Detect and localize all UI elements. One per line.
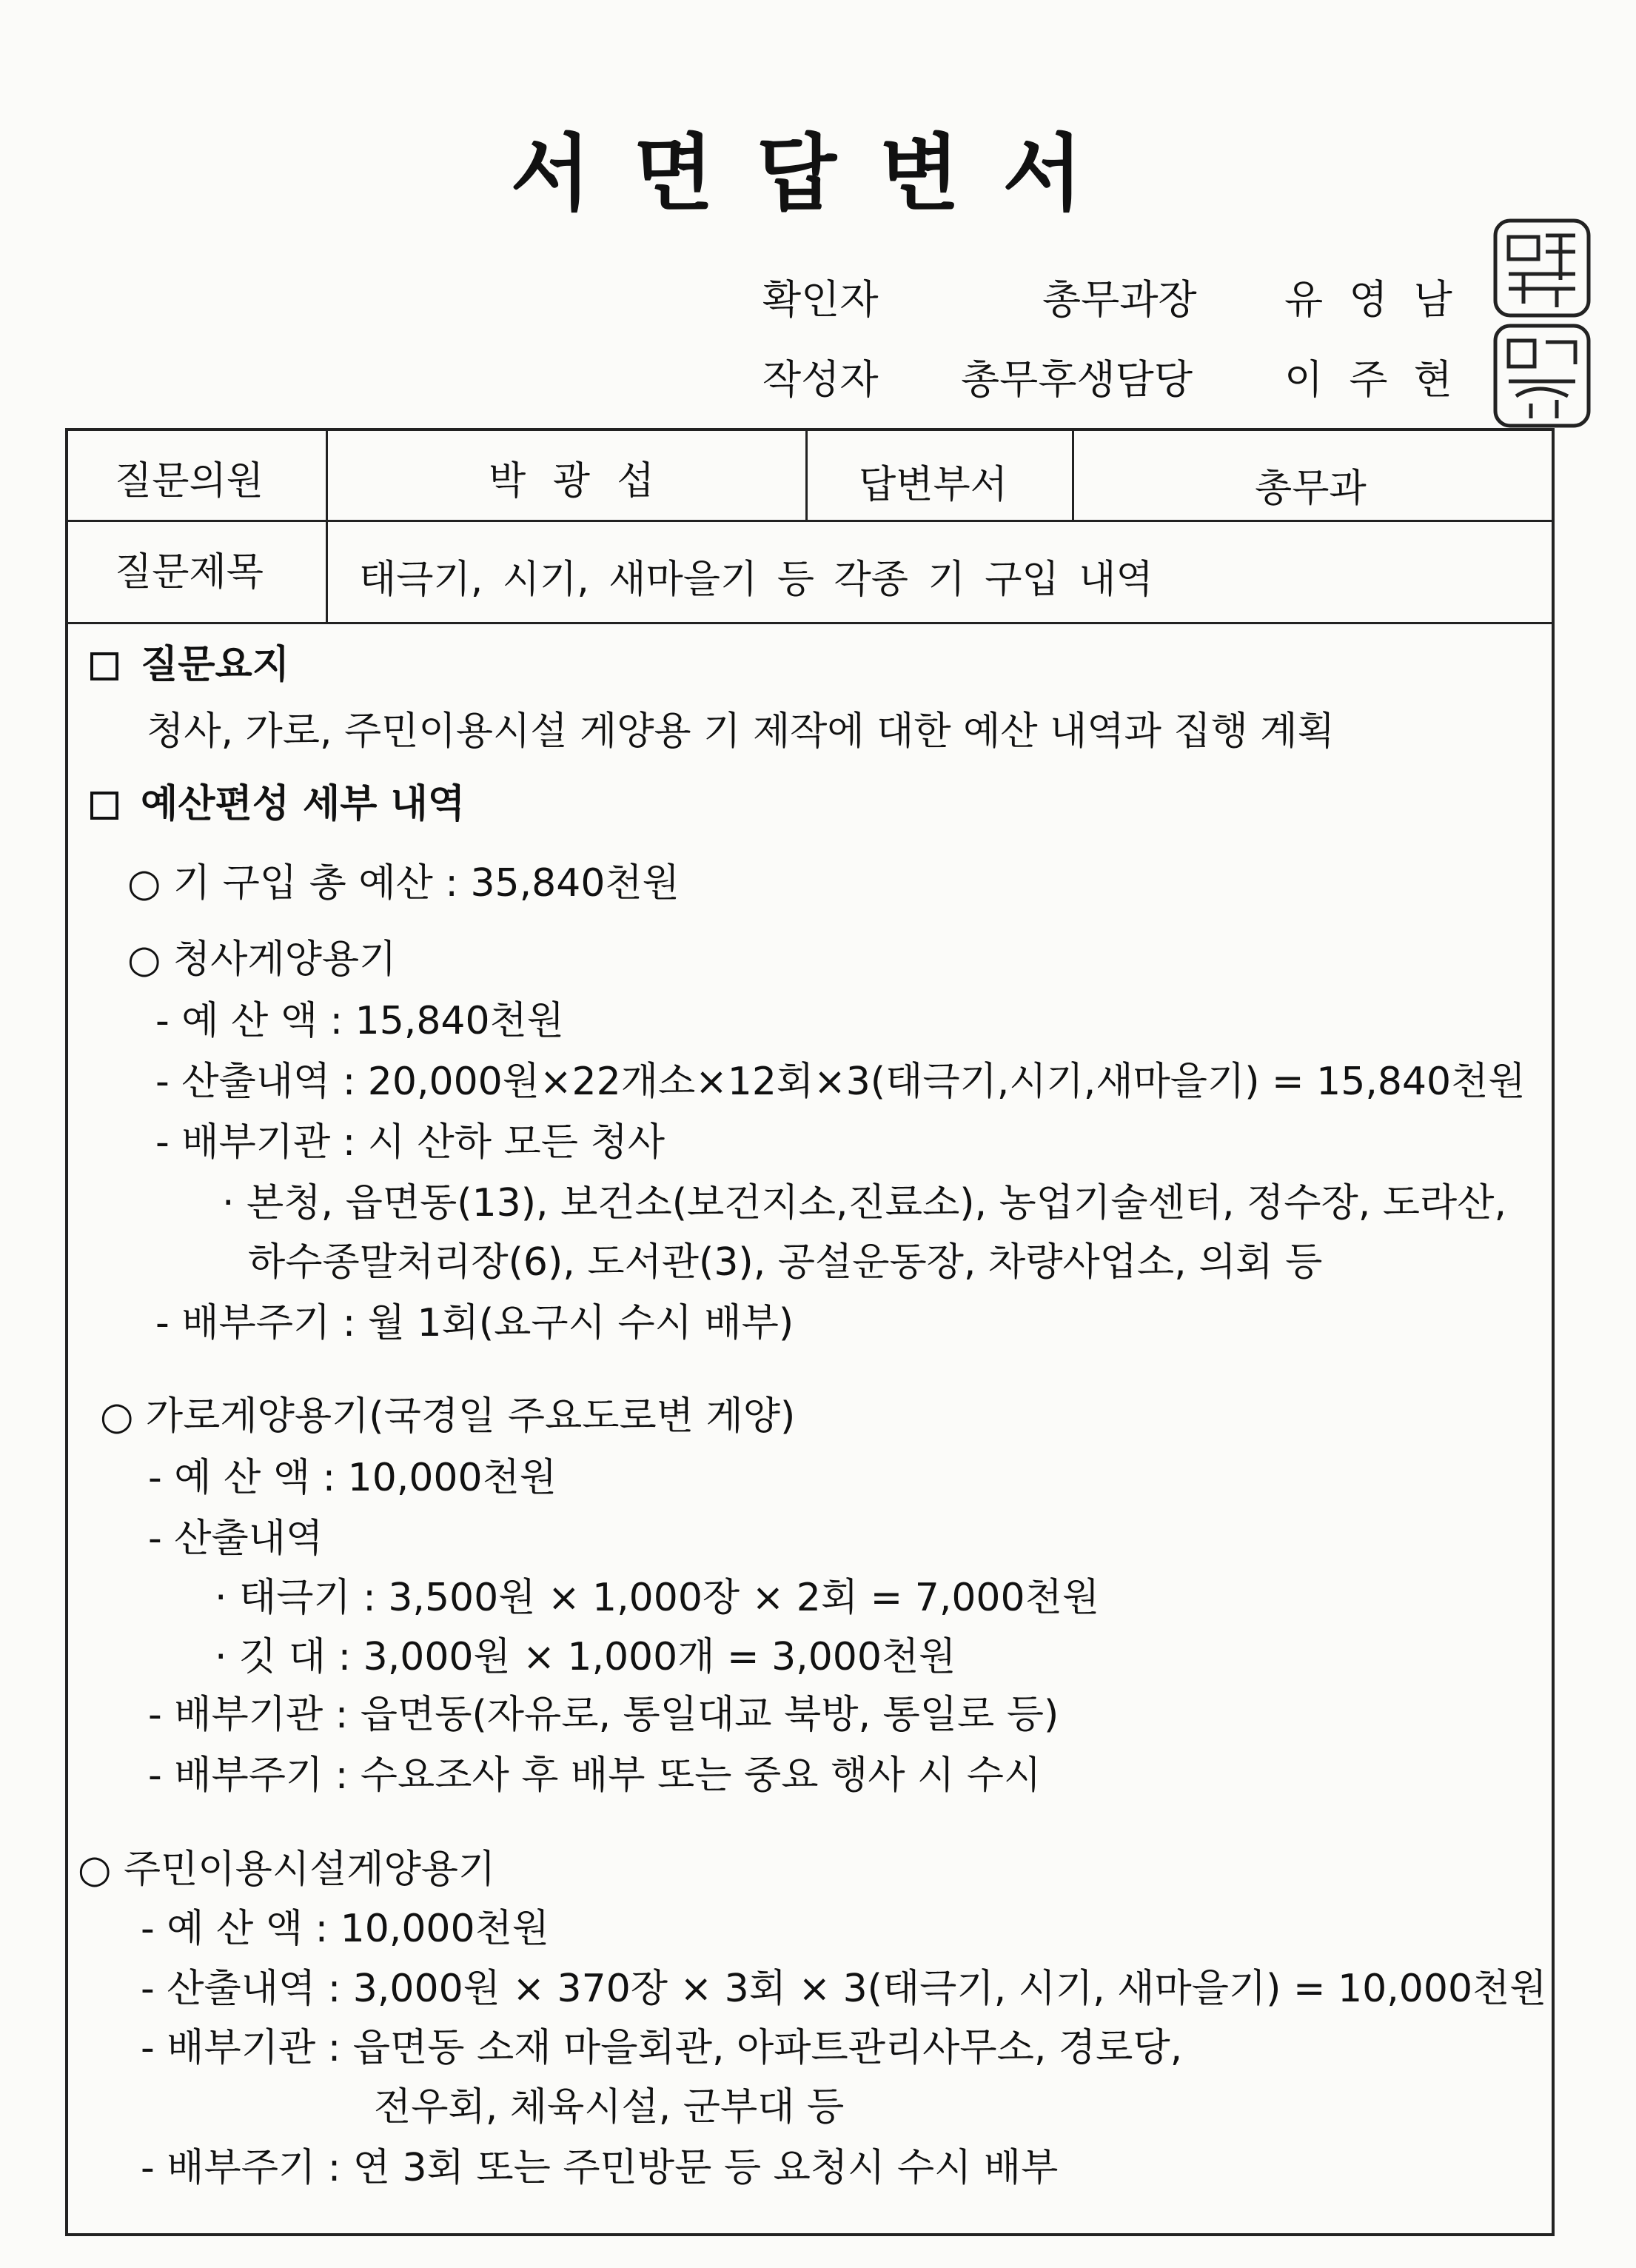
- body-line: ○ 가로게양용기(국경일 주요도로변 게양): [100, 1394, 796, 1439]
- dept-label: 답변부서: [859, 463, 1008, 507]
- body-line: · 본청, 읍면동(13), 보건소(보건지소,진료소), 농업기술센터, 정수장, 도라산,: [222, 1181, 1506, 1225]
- body-line: 청사, 가로, 주민이용시설 게양용 기 제작에 대한 예산 내역과 집행 계획: [147, 709, 1335, 754]
- body-line: 전우회, 체육시설, 군부대 등: [374, 2085, 845, 2130]
- confirmer-name: 유 영 남: [1284, 276, 1452, 323]
- body-line: ○ 기 구입 총 예산 : 35,840천원: [127, 861, 680, 906]
- body-line: - 배부기관 : 시 산하 모든 청사: [155, 1120, 666, 1165]
- writer-name: 이 주 현: [1284, 356, 1452, 403]
- writer-role: 작성자: [762, 356, 879, 403]
- body-line: - 예 산 액 : 10,000천원: [141, 1907, 550, 1951]
- subject-label: 질문제목: [115, 550, 264, 595]
- body-line: 하수종말처리장(6), 도서관(3), 공설운동장, 차량사업소, 의회 등: [248, 1240, 1323, 1285]
- subject-value: 태극기, 시기, 새마을기 등 각종 기 구입 내역: [359, 558, 1153, 602]
- body-line: - 산출내역 : 3,000원 × 370장 × 3회 × 3(태극기, 시기, 새마을기) = 10,000천원: [141, 1967, 1547, 2011]
- body-line: - 배부주기 : 월 1회(요구시 수시 배부): [155, 1301, 794, 1345]
- checkbox-icon: [90, 792, 118, 820]
- confirmer-role: 확인자: [762, 276, 879, 323]
- body-line: - 배부주기 : 수요조사 후 배부 또는 중요 행사 시 수시: [148, 1753, 1042, 1798]
- questioner-value: 박 광 섭: [489, 459, 654, 504]
- confirmer-position: 총무과장: [1042, 276, 1197, 323]
- section-heading-budget-detail: 예산편성 세부 내역: [90, 772, 465, 828]
- body-line: - 예 산 액 : 10,000천원: [148, 1456, 557, 1500]
- dept-value: 총무과: [1255, 466, 1367, 511]
- questioner-label: 질문의원: [115, 459, 264, 504]
- body-line: - 산출내역 : 20,000원×22개소×12회×3(태극기,시기,새마을기) = 15,840천원: [155, 1060, 1526, 1104]
- body-line: - 배부기관 : 읍면동(자유로, 통일대교 북방, 통일로 등): [148, 1693, 1059, 1737]
- section-heading-question-summary: 질문요지: [90, 633, 289, 689]
- writer-position: 총무후생담당: [961, 356, 1193, 403]
- body-line: ○ 청사게양용기: [127, 937, 397, 982]
- body-line: - 산출내역: [148, 1516, 323, 1561]
- official-seal-stamp: [1486, 215, 1598, 437]
- body-line: · 깃 대 : 3,000원 × 1,000개 = 3,000천원: [215, 1635, 956, 1679]
- body-line: - 배부주기 : 연 3회 또는 주민방문 등 요청시 수시 배부: [141, 2146, 1059, 2190]
- body-line: · 태극기 : 3,500원 × 1,000장 × 2회 = 7,000천원: [215, 1576, 1100, 1620]
- checkbox-icon: [90, 652, 118, 680]
- body-line: - 배부기관 : 읍면동 소재 마을회관, 아파트관리사무소, 경로당,: [141, 2026, 1183, 2070]
- body-line: ○ 주민이용시설게양용기: [78, 1847, 496, 1892]
- body-line: - 예 산 액 : 15,840천원: [155, 999, 565, 1043]
- document-title: 서면답변서: [510, 125, 1126, 222]
